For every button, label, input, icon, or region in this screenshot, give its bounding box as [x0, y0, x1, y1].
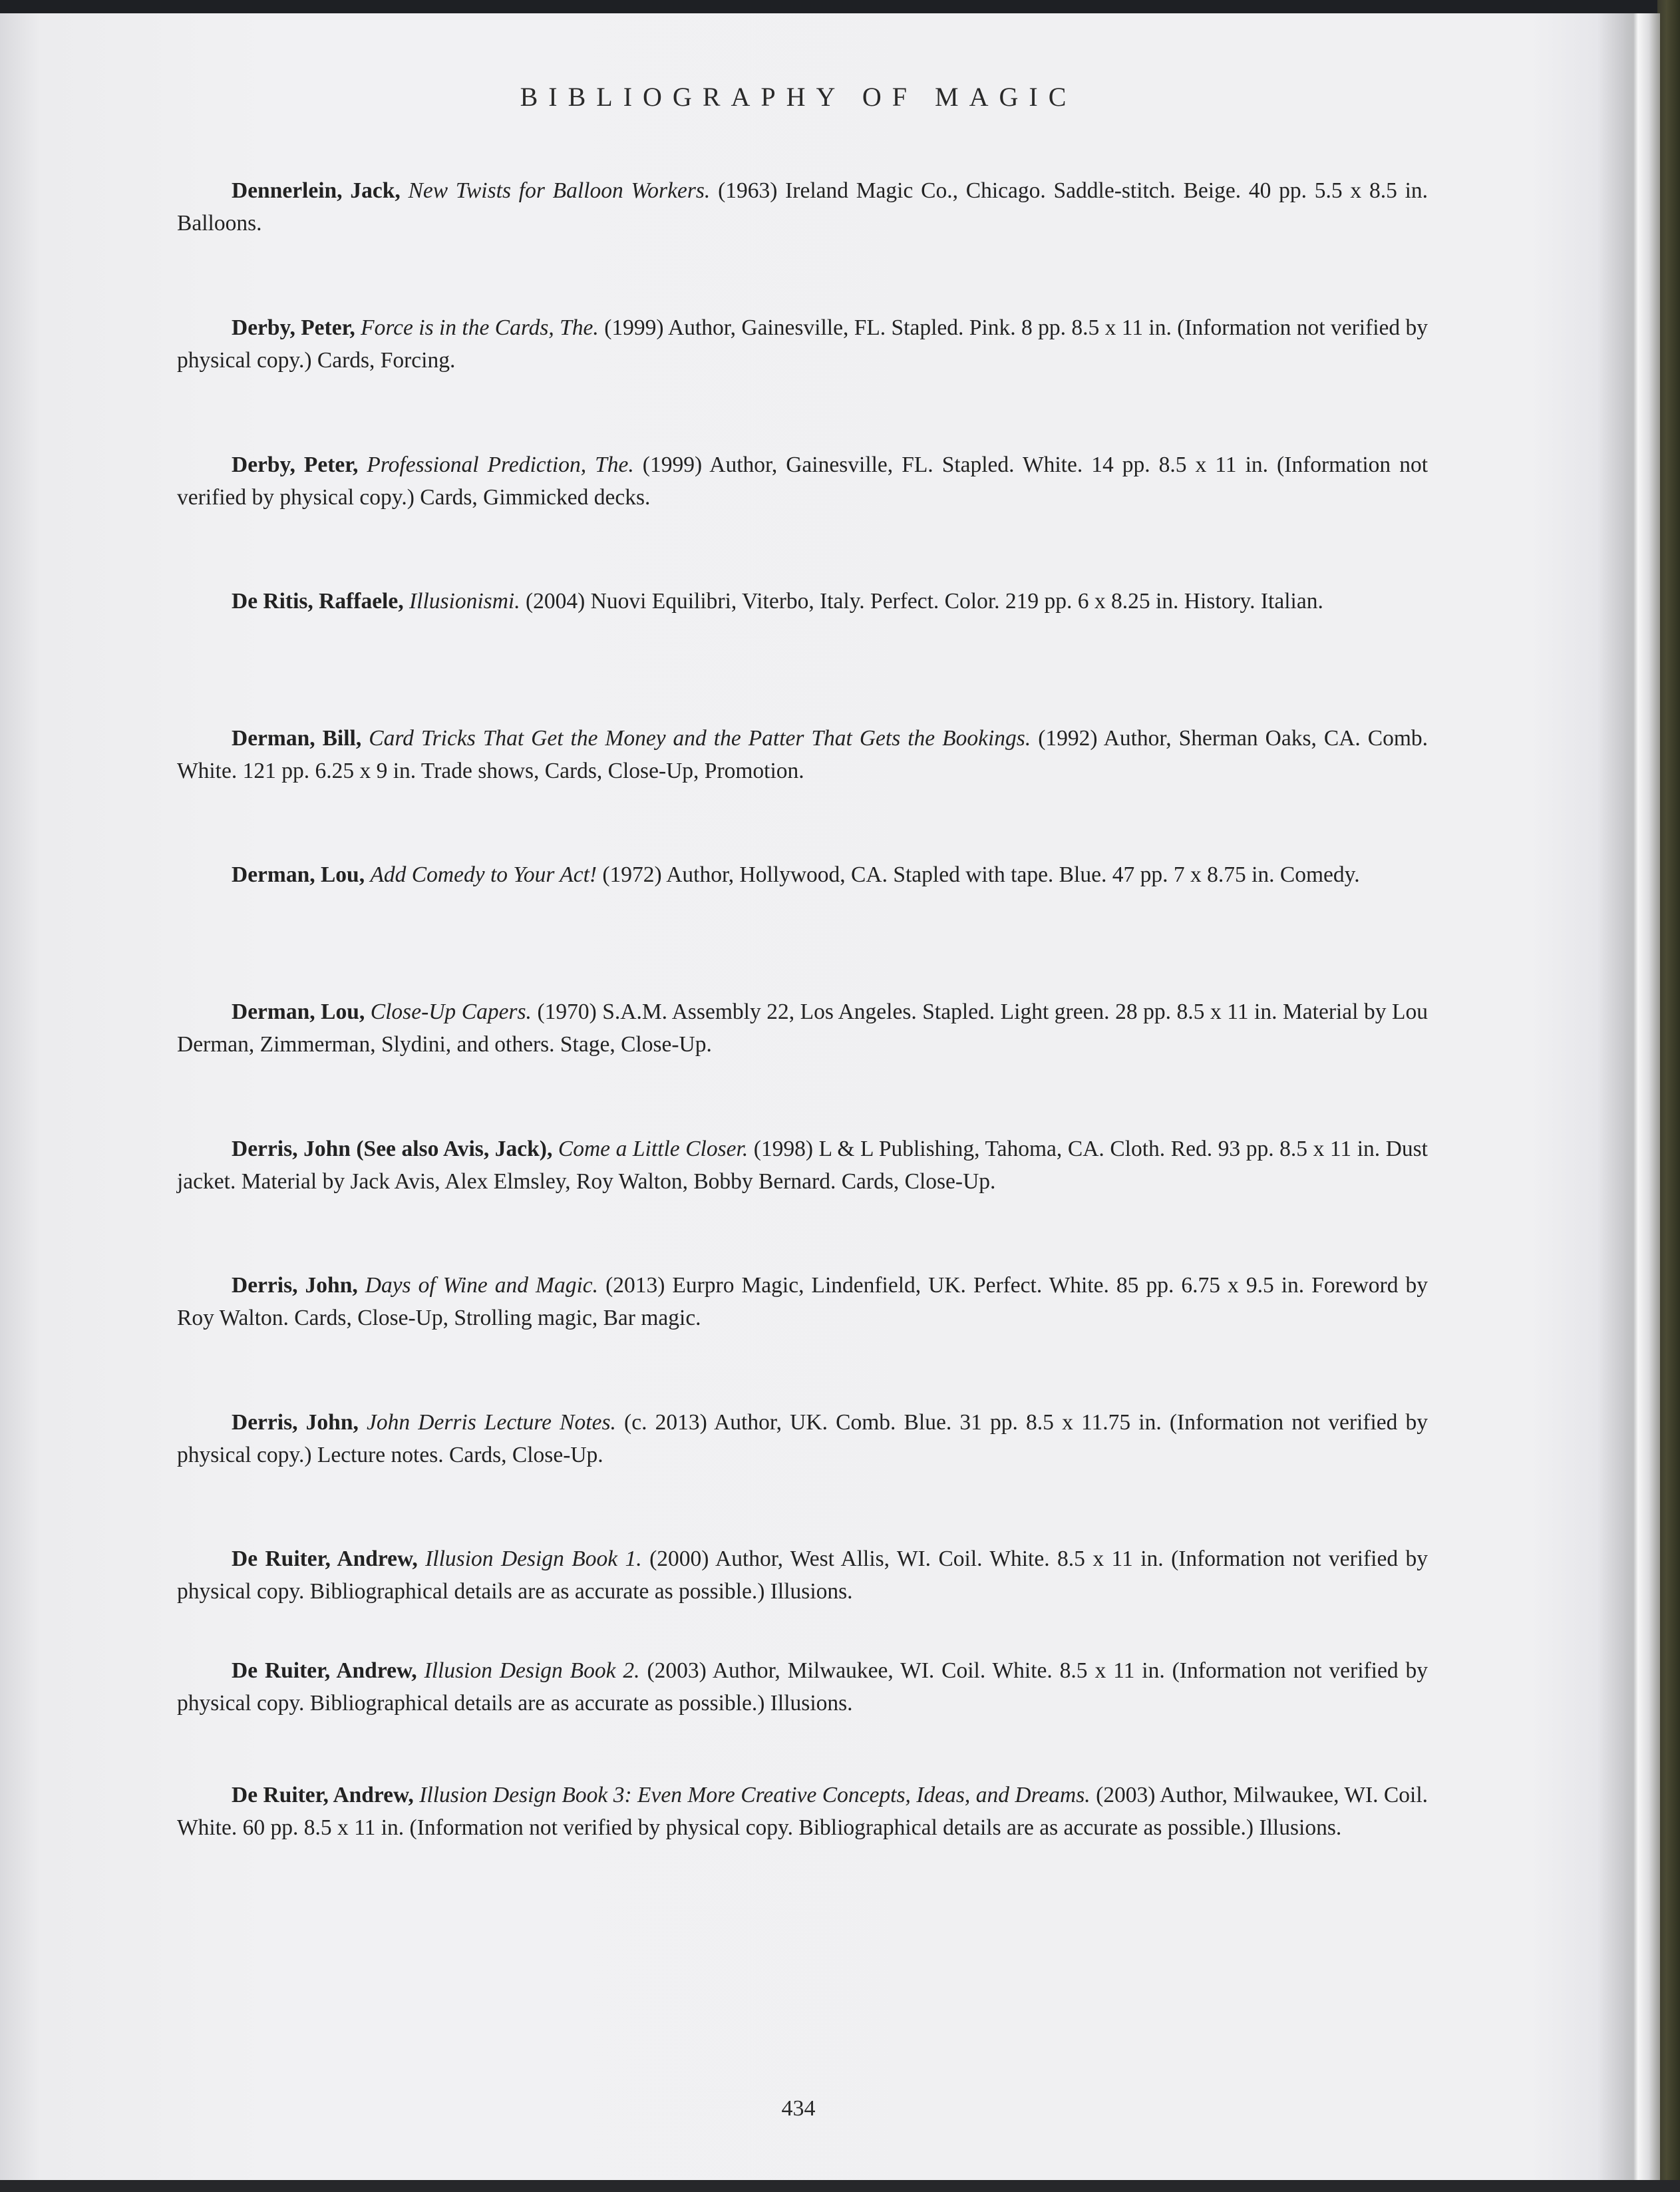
entry-title: Illusionismi. — [409, 589, 520, 614]
entry-author: Derby, Peter, — [232, 453, 359, 477]
entry-title: Close-Up Capers. — [370, 1000, 532, 1024]
entry-details: (2000) Author, West Allis, WI. Coil. White. 8.5 x 11 in. (Information not verified by physical copy. Bibliographical details are as accurate as possible.) Illusions. — [177, 1547, 1428, 1604]
bibliography-entry — [177, 1779, 1428, 1844]
entry-details: (2003) Author, Milwaukee, WI. Coil. White. 60 pp. 8.5 x 11 in. (Information not verified by physical copy. Bibliographical details are as accurate as possible.) Illusions. — [177, 1783, 1428, 1840]
entry-details: (2003) Author, Milwaukee, WI. Coil. White. 8.5 x 11 in. (Information not verified by physical copy. Bibliographical details are as accurate as possible.) Illusions. — [177, 1658, 1428, 1716]
bibliography-entry — [177, 1406, 1428, 1471]
entry-details: (1963) Ireland Magic Co., Chicago. Saddle-stitch. Beige. 40 pp. 5.5 x 8.5 in. Balloons. — [177, 178, 1428, 236]
bibliography-entry — [177, 1133, 1428, 1198]
entry-author: Derris, John (See also Avis, Jack), — [232, 1137, 553, 1161]
bibliography-entry — [177, 585, 1428, 618]
bibliography-entry — [177, 174, 1428, 240]
entry-details: (c. 2013) Author, UK. Comb. Blue. 31 pp. 8.5 x 11.75 in. (Information not verified by physical copy.) Lecture notes. Cards, Close-Up. — [177, 1410, 1428, 1467]
entry-details: (1999) Author, Gainesville, FL. Stapled. Pink. 8 pp. 8.5 x 11 in. (Information not verified by physical copy.) Cards, Forcing. — [177, 315, 1428, 373]
entry-author: De Ruiter, Andrew, — [232, 1658, 417, 1683]
bibliography-entry — [177, 858, 1428, 891]
entry-author: De Ruiter, Andrew, — [232, 1547, 418, 1571]
entry-title: Force is in the Cards, The. — [361, 315, 599, 340]
entry-title: Come a Little Closer. — [558, 1137, 749, 1161]
entry-author: De Ruiter, Andrew, — [232, 1783, 414, 1807]
entry-author: Dennerlein, Jack, — [232, 178, 401, 203]
entry-title: John Derris Lecture Notes. — [367, 1410, 616, 1435]
scan-backdrop-right — [1657, 0, 1680, 2192]
entry-title: Days of Wine and Magic. — [365, 1273, 599, 1298]
entry-author: Derman, Lou, — [232, 862, 365, 887]
entry-author: Derby, Peter, — [232, 315, 355, 340]
bibliography-entry — [177, 1654, 1428, 1720]
entry-details: (2004) Nuovi Equilibri, Viterbo, Italy. Perfect. Color. 219 pp. 6 x 8.25 in. History. Italian. — [525, 589, 1323, 614]
entry-details: (2013) Eurpro Magic, Lindenfield, UK. Perfect. White. 85 pp. 6.75 x 9.5 in. Foreword by Roy Walton. Cards, Close-Up, Strolling magic, Bar magic. — [177, 1273, 1428, 1330]
entry-author: Derris, John, — [232, 1273, 358, 1298]
bibliography-entry — [177, 722, 1428, 787]
entry-details: (1999) Author, Gainesville, FL. Stapled. White. 14 pp. 8.5 x 11 in. (Information not verified by physical copy.) Cards, Gimmicked decks. — [177, 453, 1428, 510]
entry-title: Card Tricks That Get the Money and the Patter That Gets the Bookings. — [369, 726, 1031, 751]
entry-title: Illusion Design Book 1. — [425, 1547, 642, 1571]
scan-backdrop-bottom — [0, 2180, 1680, 2192]
bibliography-entry — [177, 996, 1428, 1061]
entry-author: Derris, John, — [232, 1410, 359, 1435]
entry-details: (1998) L & L Publishing, Tahoma, CA. Cloth. Red. 93 pp. 8.5 x 11 in. Dust jacket. Material by Jack Avis, Alex Elmsley, Roy Walton, Bobby Bernard. Cards, Close-Up. — [177, 1137, 1428, 1194]
entry-details: (1970) S.A.M. Assembly 22, Los Angeles. Stapled. Light green. 28 pp. 8.5 x 11 in. Material by Lou Derman, Zimmerman, Slydini, and others. Stage, Close-Up. — [177, 1000, 1428, 1057]
bibliography-entry — [177, 311, 1428, 377]
entry-author: De Ritis, Raffaele, — [232, 589, 404, 614]
entry-details: (1972) Author, Hollywood, CA. Stapled with tape. Blue. 47 pp. 7 x 8.75 in. Comedy. — [602, 862, 1360, 887]
running-head: BIBLIOGRAPHY OF MAGIC — [520, 82, 1077, 112]
entry-title: New Twists for Balloon Workers. — [408, 178, 711, 203]
entry-title: Professional Prediction, The. — [367, 453, 634, 477]
page-number: 434 — [781, 2096, 816, 2121]
page-gutter-edge — [1597, 13, 1660, 2184]
bibliography-entry — [177, 1543, 1428, 1608]
entry-details: (1992) Author, Sherman Oaks, CA. Comb. White. 121 pp. 6.25 x 9 in. Trade shows, Cards, Close-Up, Promotion. — [177, 726, 1428, 783]
entry-title: Illusion Design Book 2. — [424, 1658, 640, 1683]
entry-title: Add Comedy to Your Act! — [370, 862, 597, 887]
bibliography-entry — [177, 449, 1428, 514]
entry-author: Derman, Bill, — [232, 726, 362, 751]
entry-title: Illusion Design Book 3: Even More Creative Concepts, Ideas, and Dreams. — [419, 1783, 1091, 1807]
bibliography-entry — [177, 1269, 1428, 1334]
entry-author: Derman, Lou, — [232, 1000, 365, 1024]
